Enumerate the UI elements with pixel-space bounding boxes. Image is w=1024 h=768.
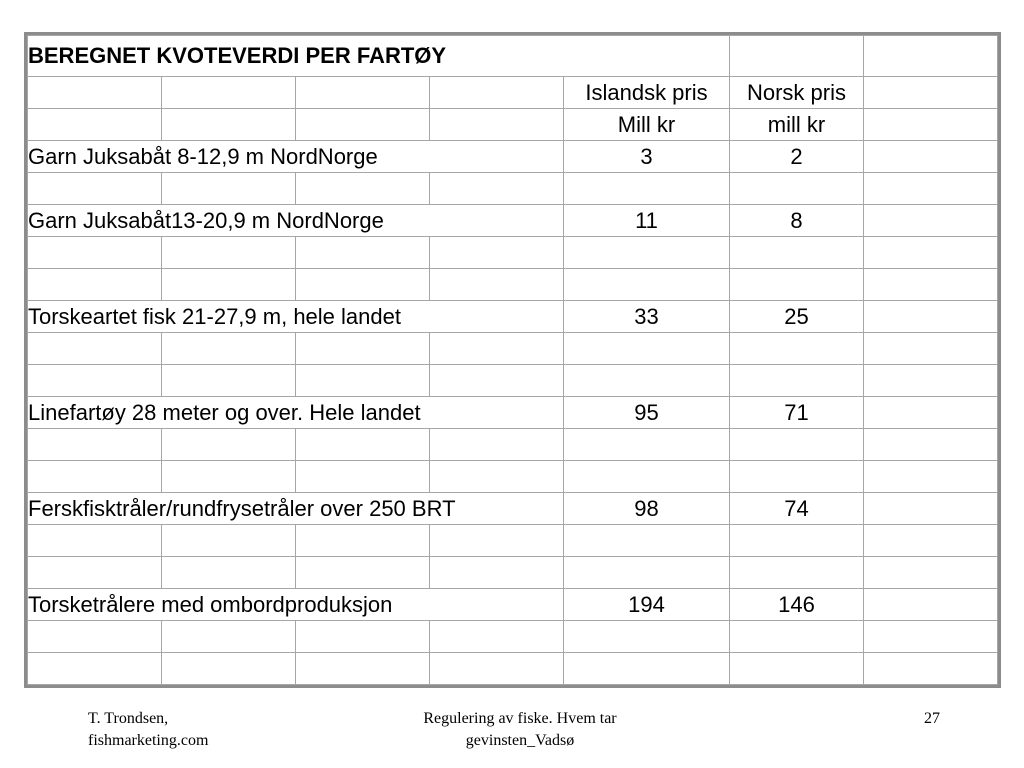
empty-cell (564, 365, 730, 397)
footer-author-name: T. Trondsen, (88, 710, 169, 727)
empty-cell (430, 269, 564, 301)
empty-cell (296, 77, 430, 109)
empty-cell (864, 621, 998, 653)
empty-cell (730, 525, 864, 557)
row-norsk-value: 74 (730, 493, 864, 525)
header-norsk-unit: mill kr (730, 109, 864, 141)
empty-cell (296, 461, 430, 493)
row-islandsk-value: 194 (564, 589, 730, 621)
empty-cell (296, 109, 430, 141)
empty-cell (730, 621, 864, 653)
row-islandsk-value: 3 (564, 141, 730, 173)
empty-cell (430, 365, 564, 397)
empty-cell (864, 77, 998, 109)
empty-cell (864, 589, 998, 621)
empty-row (28, 525, 998, 557)
empty-cell (730, 237, 864, 269)
empty-cell (730, 429, 864, 461)
empty-cell (28, 109, 162, 141)
empty-cell (864, 653, 998, 685)
footer-author (88, 708, 208, 752)
row-islandsk-value: 98 (564, 493, 730, 525)
empty-cell (864, 269, 998, 301)
empty-cell (864, 333, 998, 365)
empty-cell (28, 429, 162, 461)
table-grid (27, 35, 998, 685)
header-row-1 (28, 77, 998, 109)
empty-cell (430, 557, 564, 589)
footer-title-line-2: gevinsten_Vadsø (465, 732, 575, 749)
empty-cell (864, 205, 998, 237)
empty-row (28, 269, 998, 301)
empty-cell (864, 397, 998, 429)
empty-cell (864, 301, 998, 333)
empty-cell (28, 621, 162, 653)
row-islandsk-value: 33 (564, 301, 730, 333)
empty-row (28, 365, 998, 397)
row-label: Ferskfisktråler/rundfrysetråler over 250 BRT (28, 493, 564, 525)
empty-cell (864, 557, 998, 589)
empty-cell (564, 173, 730, 205)
empty-cell (864, 237, 998, 269)
empty-cell (730, 269, 864, 301)
empty-cell (296, 525, 430, 557)
row-norsk-value: 146 (730, 589, 864, 621)
header-norsk-pris: Norsk pris (730, 77, 864, 109)
empty-cell (564, 525, 730, 557)
empty-row (28, 429, 998, 461)
empty-cell (162, 365, 296, 397)
empty-cell (162, 461, 296, 493)
empty-cell (430, 173, 564, 205)
empty-row (28, 621, 998, 653)
empty-cell (162, 333, 296, 365)
empty-cell (730, 461, 864, 493)
empty-row (28, 653, 998, 685)
empty-cell (730, 333, 864, 365)
empty-row (28, 333, 998, 365)
empty-cell (564, 557, 730, 589)
empty-cell (730, 36, 864, 77)
empty-cell (28, 237, 162, 269)
row-norsk-value: 25 (730, 301, 864, 333)
table-row (28, 493, 998, 525)
empty-cell (296, 653, 430, 685)
empty-row (28, 237, 998, 269)
row-label: Garn Juksabåt 8-12,9 m NordNorge (28, 141, 564, 173)
empty-cell (564, 269, 730, 301)
row-label: Linefartøy 28 meter og over. Hele landet (28, 397, 564, 429)
empty-cell (28, 365, 162, 397)
empty-cell (162, 237, 296, 269)
empty-cell (162, 429, 296, 461)
empty-cell (864, 461, 998, 493)
header-row-2 (28, 109, 998, 141)
empty-cell (864, 173, 998, 205)
empty-cell (296, 173, 430, 205)
row-islandsk-value: 95 (564, 397, 730, 429)
table-row (28, 141, 998, 173)
row-islandsk-value: 11 (564, 205, 730, 237)
empty-cell (28, 557, 162, 589)
empty-cell (296, 365, 430, 397)
empty-row (28, 461, 998, 493)
footer-presentation-title (370, 708, 670, 752)
empty-cell (162, 269, 296, 301)
empty-cell (430, 525, 564, 557)
table-title-row (28, 36, 998, 77)
empty-cell (430, 429, 564, 461)
empty-cell (28, 525, 162, 557)
empty-cell (28, 77, 162, 109)
empty-cell (430, 237, 564, 269)
empty-cell (864, 429, 998, 461)
footer-title-line-1: Regulering av fiske. Hvem tar (423, 710, 617, 727)
empty-cell (28, 173, 162, 205)
empty-cell (28, 653, 162, 685)
empty-cell (430, 77, 564, 109)
empty-cell (162, 173, 296, 205)
empty-row (28, 557, 998, 589)
empty-cell (162, 653, 296, 685)
empty-cell (730, 557, 864, 589)
empty-row (28, 173, 998, 205)
row-label: Torsketrålere med ombordproduksjon (28, 589, 564, 621)
header-islandsk-pris: Islandsk pris (564, 77, 730, 109)
empty-cell (564, 621, 730, 653)
empty-cell (296, 237, 430, 269)
empty-cell (28, 461, 162, 493)
table-row (28, 205, 998, 237)
row-norsk-value: 8 (730, 205, 864, 237)
empty-cell (162, 109, 296, 141)
empty-cell (162, 621, 296, 653)
empty-cell (564, 333, 730, 365)
footer-author-site: fishmarketing.com (88, 732, 209, 749)
table-row (28, 589, 998, 621)
table-row (28, 397, 998, 429)
empty-cell (864, 493, 998, 525)
empty-cell (430, 621, 564, 653)
empty-cell (864, 109, 998, 141)
row-norsk-value: 2 (730, 141, 864, 173)
empty-cell (864, 365, 998, 397)
empty-cell (564, 237, 730, 269)
empty-cell (864, 36, 998, 77)
empty-cell (430, 461, 564, 493)
empty-cell (430, 653, 564, 685)
table-row (28, 301, 998, 333)
empty-cell (564, 653, 730, 685)
empty-cell (296, 621, 430, 653)
empty-cell (564, 429, 730, 461)
empty-cell (28, 269, 162, 301)
empty-cell (730, 173, 864, 205)
empty-cell (162, 525, 296, 557)
empty-cell (162, 77, 296, 109)
empty-cell (564, 461, 730, 493)
empty-cell (730, 653, 864, 685)
empty-cell (162, 557, 296, 589)
empty-cell (730, 365, 864, 397)
row-label: Torskeartet fisk 21-27,9 m, hele landet (28, 301, 564, 333)
empty-cell (296, 429, 430, 461)
row-label: Garn Juksabåt13-20,9 m NordNorge (28, 205, 564, 237)
empty-cell (296, 269, 430, 301)
header-islandsk-unit: Mill kr (564, 109, 730, 141)
empty-cell (864, 141, 998, 173)
empty-cell (864, 525, 998, 557)
empty-cell (430, 109, 564, 141)
empty-cell (296, 333, 430, 365)
table-title: BEREGNET KVOTEVERDI PER FARTØY (28, 36, 730, 77)
empty-cell (430, 333, 564, 365)
empty-cell (296, 557, 430, 589)
quota-value-table (24, 32, 1001, 688)
empty-cell (28, 333, 162, 365)
page-number: 27 (924, 710, 940, 727)
row-norsk-value: 71 (730, 397, 864, 429)
